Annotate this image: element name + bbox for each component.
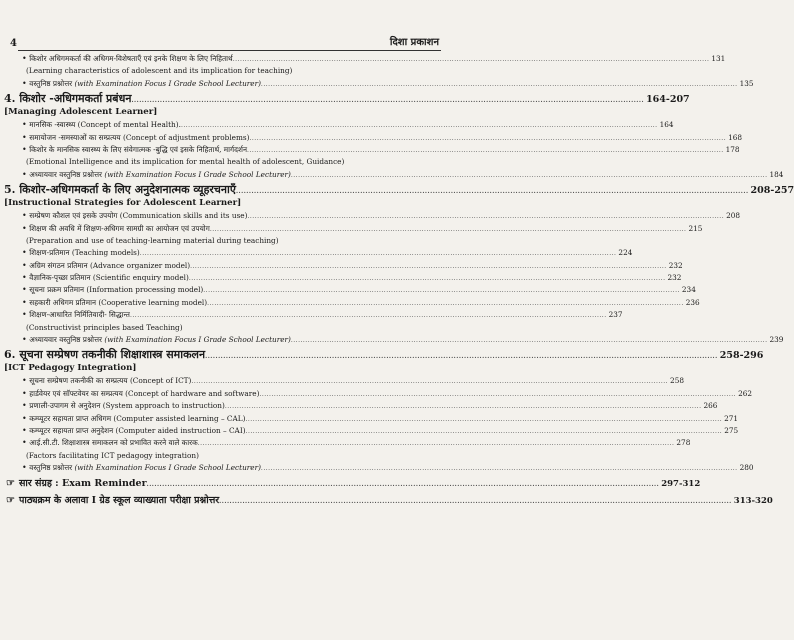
chapter-english-title: [ICT Pedagogy Integration] bbox=[4, 363, 137, 374]
toc-entry: • वैज्ञानिक-पृच्छा प्रतिमान (Scientific enquiry model) ..... 232 bbox=[22, 273, 439, 285]
toc-entry: • किशोर के मानसिक स्वास्थ्य के लिए संवेगात्मक -बुद्धि एवं इसके निहितार्थ, मार्गदर्शन ..... 178 bbox=[22, 145, 439, 157]
pointing-hand-icon: ☞ bbox=[6, 494, 15, 506]
toc-entry: • हार्डवेयर एवं सॉफ्टवेयर का सम्प्रत्यय (Concept of hardware and software) ..... 262 bbox=[22, 389, 439, 401]
toc-entry: • मानसिक -स्वास्थ्य (Concept of mental Health). ..... 164 bbox=[22, 120, 439, 132]
toc-entry: • सूचना प्रक्रम प्रतिमान (Information processing model) ..... 234 bbox=[22, 285, 439, 297]
toc-entry: • समायोजन -समस्याओं का सम्प्रत्यय (Concept of adjustment problems) ..... 168 bbox=[22, 133, 439, 145]
toc-entry: • सहकारी अधिगम प्रतिमान (Cooperative learning model) ..... 236 bbox=[22, 298, 439, 310]
toc-entry: • अग्रिम संगठन प्रतिमान (Advance organizer model) ..... 232 bbox=[22, 261, 439, 273]
toc-entry: • प्रणाली-उपागम से अनुदेशन (System approach to instruction) ..... 266 bbox=[22, 401, 439, 413]
toc-entry: • अध्यायवार वस्तुनिष्ठ प्रश्नोत्तर (with Examination Focus I Grade School Lecturer) ..... 184 bbox=[22, 170, 439, 182]
toc-entry: • अध्यायवार वस्तुनिष्ठ प्रश्नोत्तर (with Examination Focus I Grade School Lecturer) ..... 239 bbox=[22, 335, 439, 347]
toc-entry-translation: (Constructivist principles based Teaching) bbox=[26, 322, 183, 332]
pointing-hand-icon: ☞ bbox=[6, 477, 15, 489]
toc-entry: • सम्प्रेषण कौशल एवं इसके उपयोग (Communication skills and its use) ..... 208 bbox=[22, 211, 439, 223]
page-number: 4 bbox=[10, 38, 17, 49]
toc-entry-translation: (Factors facilitating ICT pedagogy integration) bbox=[26, 450, 199, 460]
toc-entry: • कम्प्यूटर सहायता प्राप्त अधिगम (Computer assisted learning – CAL) ..... 271 bbox=[22, 414, 439, 426]
toc-entry-translation: (Learning characteristics of adolescent and its implication for teaching) bbox=[26, 66, 293, 76]
toc-entry: • शिक्षण-प्रतिमान (Teaching models) ..... 224 bbox=[22, 248, 439, 260]
toc-entry: • सूचना सम्प्रेषण तकनीकी का सम्प्रत्यय (Concept of ICT) ..... 258 bbox=[22, 376, 439, 388]
chapter-english-title: [Instructional Strategies for Adolescent Learner] bbox=[4, 198, 242, 209]
toc-entry: • वस्तुनिष्ठ प्रश्नोत्तर (with Examination Focus I Grade School Lecturer) ..... 280 bbox=[22, 463, 439, 475]
toc-entry: • किशोर अधिगमकर्ता की अधिगम-विशेषताएँ एवं इनके शिक्षण के लिए निहितार्थ ..... 131 bbox=[22, 54, 439, 66]
toc-entry: • आई.सी.टी. शिक्षाशास्त्र समाकलन को प्रभावित करने वाले कारक ..... 278 bbox=[22, 438, 439, 450]
toc-entry: • शिक्षण की अवधि में शिक्षण-अधिगम सामग्री का आयोजन एवं उपयोग ..... 215 bbox=[22, 224, 439, 236]
chapter-heading: 4. किशोर -अधिगमकर्ता प्रबंधन ..... 164-207 bbox=[4, 91, 439, 107]
chapter-heading: 6. सूचना सम्प्रेषण तकनीकी शिक्षाशास्त्र समाकलन ..... 258-296 bbox=[4, 347, 439, 363]
toc-entry: • शिक्षण-आधारित निर्मितिवादी- सिद्धान्त ..... 237 bbox=[22, 310, 439, 322]
toc-entry-translation: (Preparation and use of teaching-learning material during teaching) bbox=[26, 235, 279, 245]
toc-extra-entry: ☞ पाठ्यक्रम के अलावा I ग्रेड स्कूल व्याख्याता परीक्षा प्रश्नोत्तर ..... 313-320 bbox=[6, 493, 439, 510]
toc-entry-translation: (Emotional Intelligence and its implication for mental health of adolescent, Guidance) bbox=[26, 157, 345, 167]
header-divider bbox=[18, 50, 441, 51]
table-of-contents bbox=[4, 54, 794, 510]
toc-entry: • कम्प्यूटर सहायता प्राप्त अनुदेशन (Computer aided instruction – CAI) ..... 275 bbox=[22, 426, 439, 438]
publisher-name: दिशा प्रकाशन bbox=[389, 37, 439, 48]
chapter-english-title: [Managing Adolescent Learner] bbox=[4, 107, 158, 118]
toc-entry: • वस्तुनिष्ठ प्रश्नोत्तर (with Examination Focus I Grade School Lecturer) ..... 135 bbox=[22, 79, 439, 91]
toc-extra-entry: ☞ सार संग्रह : Exam Reminder ..... 297-312 bbox=[6, 476, 439, 493]
chapter-heading: 5. किशोर-अधिगमकर्ता के लिए अनुदेशनात्मक व्यूहरचनाएँ ..... 208-257 bbox=[4, 182, 439, 198]
